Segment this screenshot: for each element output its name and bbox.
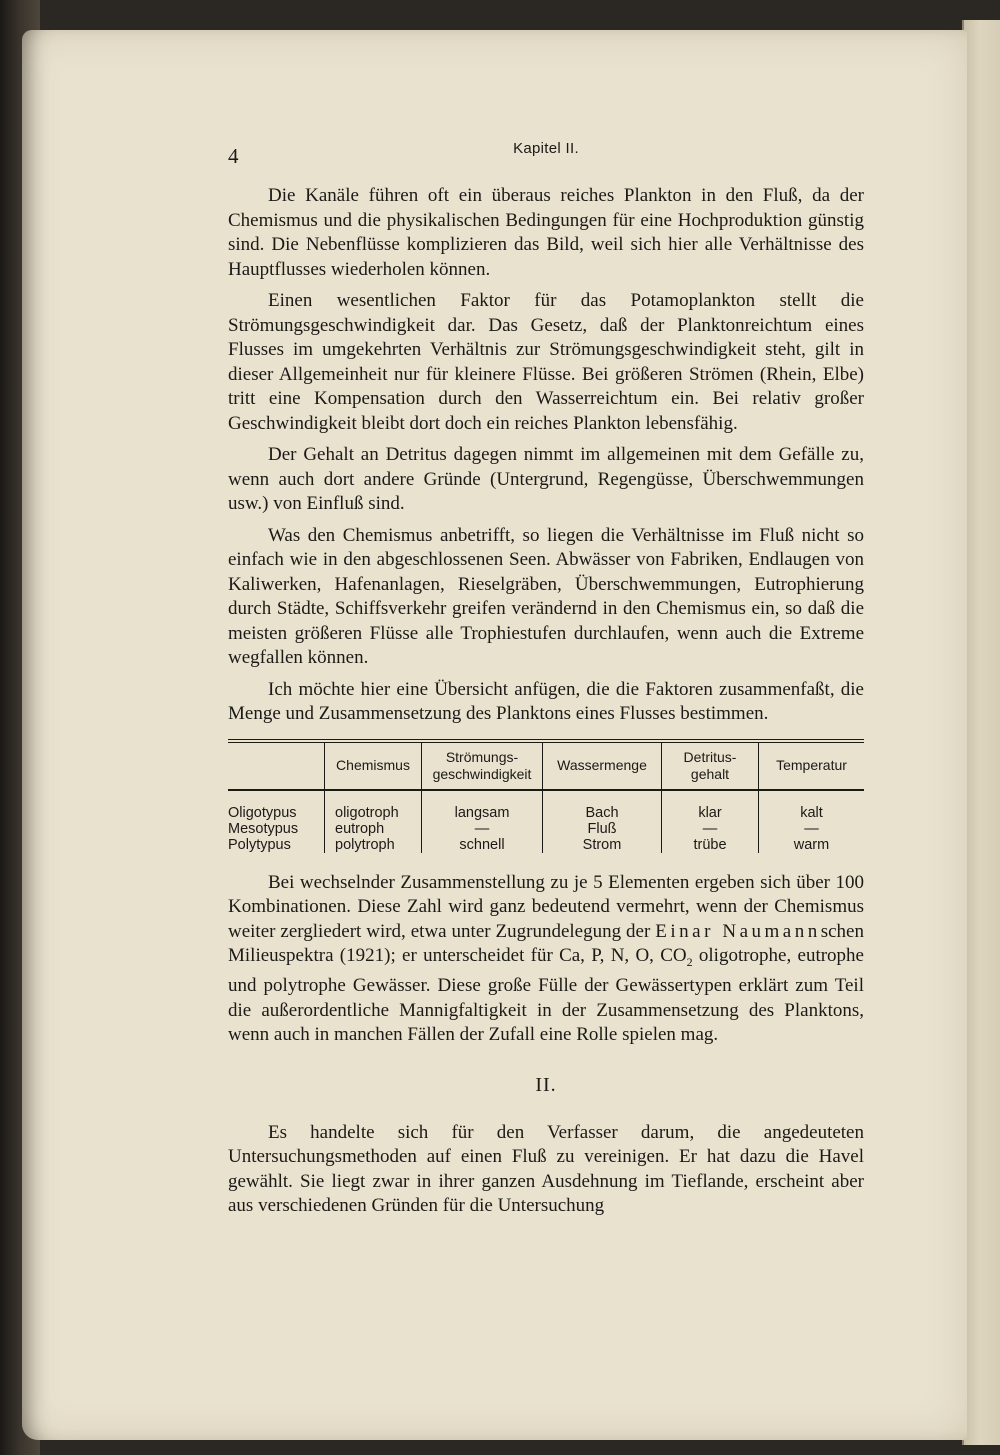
table-cell-type: Mesotypus [228,820,299,837]
table-cell-detritus: — [662,821,759,837]
table-cell-stroemung: langsam [422,790,543,821]
next-page-edge [962,20,1000,1445]
page-content [228,140,864,1226]
paragraph-3: Der Gehalt an Detritus dagegen nimmt im allgemeinen mit dem Gefälle zu, wenn auch dort andere Gründe (Untergrund, Regengüsse, Überschwemmungen usw.) von Einfluß sind. [228,444,864,514]
page-header [228,140,864,170]
table-row [228,837,864,853]
table-header-empty [228,741,325,790]
table-header-wassermenge: Wassermenge [543,741,662,790]
table-header-chemismus: Chemismus [325,741,422,790]
table-cell-detritus: klar [662,790,759,821]
table-cell-stroemung: schnell [422,837,543,853]
after-table-text-3: oligotrophe, eutrophe und polytrophe Gewässer. Diese große Fülle der Gewässertypen erklärt zum Teil die außerordentliche Mannigfaltigkeit in der Zusammensetzung des Planktons, wenn auch in manchen Fällen der Zufall eine Rolle spielen mag. [228,945,864,1046]
table-cell-type: Oligotypus [228,804,297,821]
subscript-two: 2 [686,954,693,969]
section-heading: II. [535,1073,557,1096]
table-cell-chemismus: polytroph [325,837,422,853]
paragraph-4: Was den Chemismus anbetrifft, so liegen die Verhältnisse im Fluß nicht so einfach wie in den abgeschlossenen Seen. Abwässer von Fabriken, Endlaugen von Kaliwerken, Hafenanlagen, Rieselgräben, Überschwemmungen, Eutrophierung durch Städte, Schiffsverkehr greifen verändernd in den Chemismus ein, so daß die meisten größeren Flüsse alle Trophiestufen durchlaufen, wenn auch die Extreme wegfallen können. [228,524,864,668]
table-header-stroemung: Strömungs- geschwindigkeit [422,741,543,790]
table-cell-detritus: trübe [662,837,759,853]
table-cell-temperatur: kalt [759,790,865,821]
running-title: Kapitel II. [513,140,579,157]
table-cell-type: Polytypus [228,836,291,853]
table-header-row [228,741,864,790]
table-cell-temperatur: warm [759,837,865,853]
paragraph-1: Die Kanäle führen oft ein überaus reiches Plankton in den Fluß, da der Chemismus und die physikalischen Bedingungen für eine Hochproduktion günstig sind. Die Nebenflüsse komplizieren das Bild, weil sich hier alle Verhältnisse des Hauptflusses wiederholen können. [228,185,864,280]
table-row [228,790,864,821]
page-number: 4 [228,144,239,168]
table-cell-chemismus: eutroph [325,821,422,837]
table-cell-wassermenge: Fluß [543,821,662,837]
factor-table-wrapper [228,739,864,853]
paragraph-after-table [228,871,864,1048]
table-header-temperatur: Temperatur [759,741,865,790]
table-cell-temperatur: — [759,821,865,837]
paragraph-5: Ich möchte hier eine Übersicht anfügen, die die Faktoren zusammenfaßt, die Menge und Zusammensetzung des Planktons eines Flusses bestimmen. [228,678,864,724]
after-table-text-2: schen Milieuspektra (1921); er unterscheidet für Ca, P, N, O, CO [228,920,864,966]
after-table-text-1: Bei wechselnder Zusammenstellung zu je 5 Elementen ergeben sich über 100 Kombinationen. Diese Zahl wird ganz bedeutend vermehrt, wenn der Chemismus weiter zergliedert wird, etwa unter Zugrundelegung der [228,871,864,942]
table-cell-wassermenge: Strom [543,837,662,853]
table-row [228,821,864,837]
section-paragraph: Es handelte sich für den Verfasser darum, die angedeuteten Untersuchungsmethoden auf einen Fluß zu vereinigen. Er hat dazu die Havel gewählt. Sie liegt zwar in ihrer ganzen Ausdehnung im Tieflande, erscheint aber aus verschiedenen Gründen für die Untersuchung [228,1121,864,1217]
paragraph-2: Einen wesentlichen Faktor für das Potamoplankton stellt die Strömungsgeschwindigkeit dar. Das Gesetz, daß der Planktonreichtum eines Flusses im umgekehrten Verhältnis zur Strömungsgeschwindigkeit steht, gilt in dieser Allgemeinheit nur für kleinere Flüsse. Bei größeren Strömen (Rhein, Elbe) tritt eine Kompensation durch den Wasserreichtum ein. Bei relativ großer Geschwindigkeit bleibt dort doch ein reiches Plankton lebensfähig. [228,290,864,434]
table-cell-chemismus: oligotroph [325,790,422,821]
table-cell-wassermenge: Bach [543,790,662,821]
author-name: Einar Naumann [655,920,821,942]
table-header-detritus: Detritus- gehalt [662,741,759,790]
table-cell-stroemung: — [422,821,543,837]
factor-table [228,739,864,853]
